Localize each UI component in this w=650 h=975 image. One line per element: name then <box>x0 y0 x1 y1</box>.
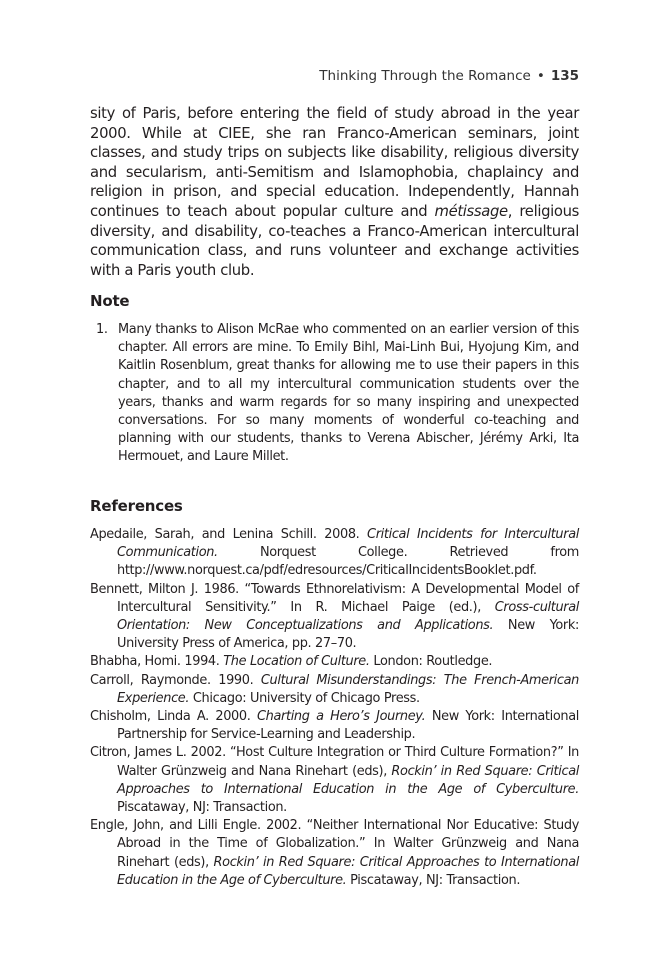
reference-text: London: Routledge. <box>369 654 493 670</box>
reference-title: Cross-cultural Orientation: New Conceptualizations and Applications. <box>117 599 579 634</box>
reference-text: Piscataway, NJ: Transaction. <box>117 800 287 816</box>
reference-text: Engle, John, and Lilli Engle. 2002. “Neither International Nor Educative: Study Abroad in the Time of Globalization.” In Walter Grünzweig and Nana Rinehart (eds), <box>90 818 579 870</box>
note-item <box>90 321 579 467</box>
reference-entry <box>90 581 579 654</box>
running-head-title: Thinking Through the Romance <box>319 68 531 84</box>
reference-title: The Location of Culture. <box>223 654 370 670</box>
reference-text: New York: International Partnership for Service-Learning and Leadership. <box>117 709 580 743</box>
note-number: 1. <box>96 322 108 337</box>
reference-title: Charting a Hero’s Journey. <box>257 709 426 725</box>
reference-title: Rockin’ in Red Square: Critical Approaches to International Education in the Age of Cyberculture. <box>117 763 579 797</box>
note-heading: Note <box>90 292 130 310</box>
reference-text: Apedaile, Sarah, and Lenina Schill. 2008. <box>90 527 368 542</box>
references-list <box>90 526 579 890</box>
body-paragraph <box>90 104 579 280</box>
references-heading: References <box>90 497 183 515</box>
reference-title: Cultural Misunderstandings: The French-American Experience. <box>117 672 579 706</box>
reference-text: Norquest College. Retrieved from http://www.norquest.ca/pdf/edresources/CriticalIncidentsBooklet.pdf. <box>117 545 579 579</box>
reference-entry <box>90 526 579 581</box>
reference-text: Bhabha, Homi. 1994. <box>90 654 224 670</box>
reference-entry <box>90 817 579 890</box>
body-text-part-1: sity of Paris, before entering the field of study abroad in the year 2000. While at CIEE, she ran Franco-American seminars, joint classes, and study trips on subjects like disability, religious diversity and secularism, anti-Semitism and Islamophobia, chaplaincy and religion in prison, and special education. Independently, Hannah continues to teach about popular culture and <box>90 105 579 220</box>
reference-text: Chisholm, Linda A. 2000. <box>90 709 258 725</box>
reference-text: Piscataway, NJ: Transaction. <box>346 872 521 888</box>
reference-text: Citron, James L. 2002. “Host Culture Integration or Third Culture Formation?” In Walter Grünzweig and Nana Rinehart (eds), <box>90 745 579 779</box>
reference-entry <box>90 653 579 671</box>
reference-entry <box>90 744 579 817</box>
reference-text: Carroll, Raymonde. 1990. <box>90 672 261 688</box>
note-text: Many thanks to Alison McRae who commented on an earlier version of this chapter. All errors are mine. To Emily Bihl, Mai-Linh Bui, Hyojung Kim, and Kaitlin Rosenblum, great thanks for allowing me to use their papers in this chapter, and to all my intercultural communication students over the years, thanks and warm regards for so many inspiring and unexpected conversations. For so many moments of wonderful co-teaching and planning with our students, thanks to Verena Abischer, Jérémy Arki, Ita Hermouet, and Laure Millet. <box>118 322 579 465</box>
reference-text: Bennett, Milton J. 1986. “Towards Ethnorelativism: A Developmental Model of Intercultural Sensitivity.” In R. Michael Paige (ed.), <box>90 581 579 615</box>
note-list <box>90 321 579 467</box>
reference-text: Chicago: University of Chicago Press. <box>189 690 420 706</box>
page-number: 135 <box>550 68 579 84</box>
body-text-part-2: , religious diversity, and disability, co-teaches a Franco-American intercultural communication class, and runs volunteer and exchange activities with a Paris youth club. <box>90 202 579 279</box>
running-head-bullet: • <box>536 68 545 84</box>
running-head <box>319 68 579 84</box>
reference-entry <box>90 672 579 708</box>
reference-text: New York: University Press of America, pp. 27–70. <box>117 618 579 652</box>
reference-entry <box>90 708 579 744</box>
reference-title: Critical Incidents for Intercultural Communication. <box>117 527 579 561</box>
reference-title: Rockin’ in Red Square: Critical Approaches to International Education in the Age of Cyberculture. <box>117 854 579 888</box>
body-text-emphasis: métissage <box>434 202 508 220</box>
